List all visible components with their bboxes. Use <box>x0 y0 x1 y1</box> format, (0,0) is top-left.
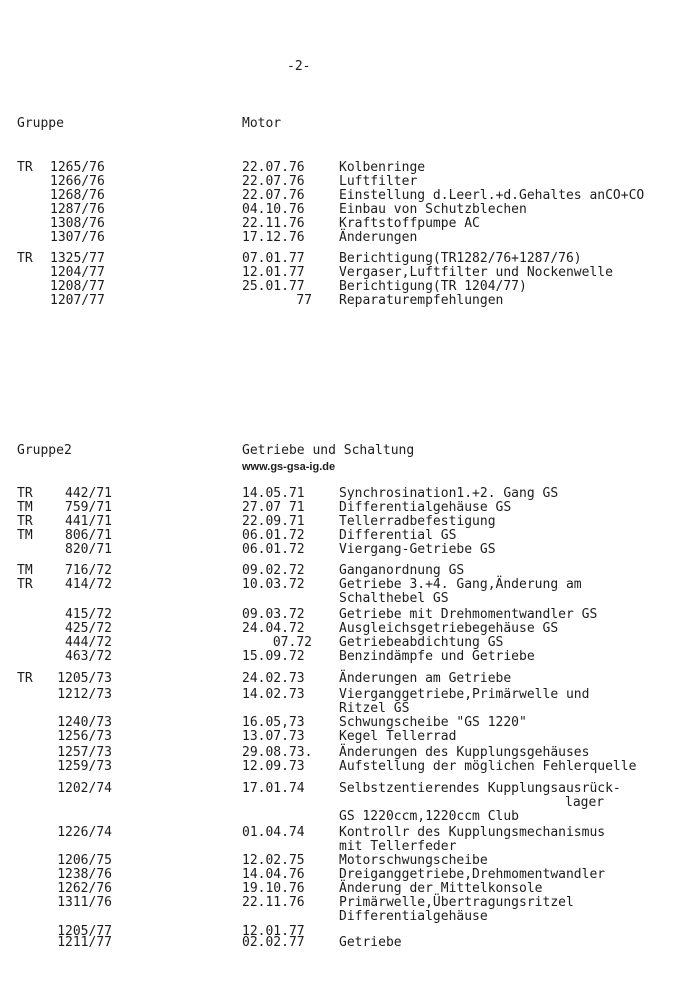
description-continuation: Schalthebel GS <box>339 591 449 606</box>
number: 1204/77 <box>50 265 105 280</box>
date: 04.10.76 <box>242 202 305 217</box>
table-row-continuation <box>0 840 700 854</box>
section-label: Gruppe2 <box>17 443 72 458</box>
table-row <box>0 280 700 294</box>
date: 12.09.73 <box>242 759 305 774</box>
date: 14.02.73 <box>242 687 305 702</box>
table-row <box>0 826 700 840</box>
number: 414/72 <box>65 577 112 592</box>
website-watermark: www.gs-gsa-ig.de <box>242 461 336 473</box>
table-row <box>0 854 700 868</box>
date: 29.08.73. <box>242 745 313 760</box>
description: Selbstzentierendes Kupplungsausrück- <box>339 781 621 796</box>
description: Getriebe 3.+4. Gang,Änderung am <box>339 577 582 592</box>
prefix: TR <box>17 671 33 686</box>
date: 07.72 <box>272 635 312 650</box>
description-continuation: lager <box>565 795 605 810</box>
date: 22.11.76 <box>242 216 305 231</box>
description: Änderungen <box>339 230 418 245</box>
table-row-continuation <box>0 910 700 924</box>
table-row <box>0 294 700 308</box>
table-row <box>0 760 700 774</box>
date: 17.12.76 <box>242 230 305 245</box>
number: 442/71 <box>65 486 112 501</box>
description: Getriebeabdichtung GS <box>339 635 504 650</box>
description: Kontrollr des Kupplungsmechanismus <box>339 825 606 840</box>
table-row <box>0 782 700 796</box>
number: 441/71 <box>65 514 112 529</box>
description: Änderung der Mittelkonsole <box>339 881 543 896</box>
description: Ganganordnung GS <box>339 563 465 578</box>
date: 06.01.72 <box>242 542 305 557</box>
date: 24.02.73 <box>242 671 305 686</box>
prefix: TR <box>17 160 33 175</box>
date: 02.02.77 <box>242 935 305 950</box>
table-row <box>0 608 700 622</box>
description: Viergang-Getriebe GS <box>339 542 496 557</box>
date: 15.09.72 <box>242 649 305 664</box>
number: 1268/76 <box>50 188 105 203</box>
date: 06.01.72 <box>242 528 305 543</box>
table-row <box>0 487 700 501</box>
number: 1307/76 <box>50 230 105 245</box>
date: 19.10.76 <box>242 881 305 896</box>
description: Änderungen des Kupplungsgehäuses <box>339 745 590 760</box>
number: 1205/73 <box>57 671 112 686</box>
table-row <box>0 746 700 760</box>
description: Primärwelle,Übertragungsritzel <box>339 895 574 910</box>
number: 1206/75 <box>57 853 112 868</box>
date: 22.09.71 <box>242 514 305 529</box>
number: 1226/74 <box>57 825 112 840</box>
description: Schwungscheibe "GS 1220" <box>339 715 527 730</box>
number: 1256/73 <box>57 729 112 744</box>
number: 1259/73 <box>57 759 112 774</box>
date: 09.02.72 <box>242 563 305 578</box>
prefix: TR <box>17 577 33 592</box>
number: 1205/77 <box>57 924 112 939</box>
number: 1308/76 <box>50 216 105 231</box>
number: 1265/76 <box>50 160 105 175</box>
table-row <box>0 936 700 950</box>
table-row <box>0 515 700 529</box>
section-title: Getriebe und Schaltung <box>242 443 415 458</box>
number: 1262/76 <box>57 881 112 896</box>
number: 1287/76 <box>50 202 105 217</box>
table-row <box>0 672 700 686</box>
description: Vierganggetriebe,Primärwelle und <box>339 687 590 702</box>
date: 22.11.76 <box>242 895 305 910</box>
table-row-continuation <box>0 702 700 716</box>
description: Tellerradbefestigung <box>339 514 496 529</box>
description: Differentialgehäuse GS <box>339 500 512 515</box>
description: Kraftstoffpumpe AC <box>339 216 480 231</box>
date: 22.07.76 <box>242 188 305 203</box>
date: 22.07.76 <box>242 160 305 175</box>
description: Vergaser,Luftfilter und Nockenwelle <box>339 265 613 280</box>
description-continuation: Differentialgehäuse <box>339 909 488 924</box>
date: 17.01.74 <box>242 781 305 796</box>
date: 77 <box>296 293 312 308</box>
description-continuation: Ritzel GS <box>339 701 410 716</box>
description: Benzindämpfe und Getriebe <box>339 649 535 664</box>
description: Synchrosination1.+2. Gang GS <box>339 486 559 501</box>
description: Getriebe <box>339 935 402 950</box>
table-row <box>0 252 700 266</box>
table-row <box>0 716 700 730</box>
number: 1257/73 <box>57 745 112 760</box>
description: Reparaturempfehlungen <box>339 293 504 308</box>
number: 1208/77 <box>50 279 105 294</box>
date: 13.07.73 <box>242 729 305 744</box>
date: 27.07 71 <box>242 500 305 515</box>
table-row <box>0 896 700 910</box>
table-row <box>0 730 700 744</box>
table-row-continuation <box>0 810 700 824</box>
table-row <box>0 266 700 280</box>
description: Änderungen am Getriebe <box>339 671 512 686</box>
table-row <box>0 636 700 650</box>
prefix: TM <box>17 528 33 543</box>
number: 1211/77 <box>57 935 112 950</box>
table-row <box>0 882 700 896</box>
number: 1266/76 <box>50 174 105 189</box>
table-row <box>0 564 700 578</box>
date: 16.05,73 <box>242 715 305 730</box>
prefix: TM <box>17 563 33 578</box>
number: 463/72 <box>65 649 112 664</box>
number: 1212/73 <box>57 687 112 702</box>
number: 415/72 <box>65 607 112 622</box>
table-row <box>0 529 700 543</box>
date: 09.03.72 <box>242 607 305 622</box>
description-continuation: mit Tellerfeder <box>339 839 457 854</box>
table-row-continuation <box>0 592 700 606</box>
description: Ausgleichsgetriebegehäuse GS <box>339 621 559 636</box>
description: Luftfilter <box>339 174 418 189</box>
section-label: Gruppe <box>17 116 64 131</box>
number: 1325/77 <box>50 251 105 266</box>
date: 12.02.75 <box>242 853 305 868</box>
number: 444/72 <box>65 635 112 650</box>
prefix: TR <box>17 514 33 529</box>
description: Kolbenringe <box>339 160 426 175</box>
table-row <box>0 868 700 882</box>
description: Differential GS <box>339 528 457 543</box>
table-row <box>0 688 700 702</box>
prefix: TR <box>17 251 33 266</box>
number: 1202/74 <box>57 781 112 796</box>
prefix: TR <box>17 486 33 501</box>
table-row <box>0 543 700 557</box>
number: 1311/76 <box>57 895 112 910</box>
table-row <box>0 161 700 175</box>
description: Motorschwungscheibe <box>339 853 488 868</box>
number: 759/71 <box>65 500 112 515</box>
date: 12.01.77 <box>242 265 305 280</box>
description: Einbau von Schutzblechen <box>339 202 527 217</box>
number: 806/71 <box>65 528 112 543</box>
number: 425/72 <box>65 621 112 636</box>
date: 01.04.74 <box>242 825 305 840</box>
date: 22.07.76 <box>242 174 305 189</box>
date: 14.05.71 <box>242 486 305 501</box>
date: 24.04.72 <box>242 621 305 636</box>
description: Berichtigung(TR1282/76+1287/76) <box>339 251 582 266</box>
table-row <box>0 203 700 217</box>
description: Getriebe mit Drehmomentwandler GS <box>339 607 598 622</box>
date: 07.01.77 <box>242 251 305 266</box>
description-continuation: GS 1220ccm,1220ccm Club <box>339 809 520 824</box>
description: Berichtigung(TR 1204/77) <box>339 279 527 294</box>
number: 820/71 <box>65 542 112 557</box>
number: 1238/76 <box>57 867 112 882</box>
section-title: Motor <box>242 116 282 131</box>
number: 716/72 <box>65 563 112 578</box>
description: Dreiganggetriebe,Drehmomentwandler <box>339 867 606 882</box>
prefix: TM <box>17 500 33 515</box>
table-row-continuation <box>0 796 700 810</box>
number: 1207/77 <box>50 293 105 308</box>
description: Aufstellung der möglichen Fehlerquelle <box>339 759 637 774</box>
table-row <box>0 622 700 636</box>
table-row <box>0 175 700 189</box>
table-row <box>0 650 700 664</box>
table-row <box>0 231 700 245</box>
date: 14.04.76 <box>242 867 305 882</box>
description: Kegel Tellerrad <box>339 729 457 744</box>
page-number: -2- <box>287 59 311 74</box>
number: 1240/73 <box>57 715 112 730</box>
description: Einstellung d.Leerl.+d.Gehaltes anCO+CO <box>339 188 645 203</box>
date: 10.03.72 <box>242 577 305 592</box>
table-row <box>0 501 700 515</box>
date: 25.01.77 <box>242 279 305 294</box>
table-row <box>0 189 700 203</box>
date: 12.01.77 <box>242 924 305 939</box>
table-row <box>0 217 700 231</box>
table-row <box>0 578 700 592</box>
